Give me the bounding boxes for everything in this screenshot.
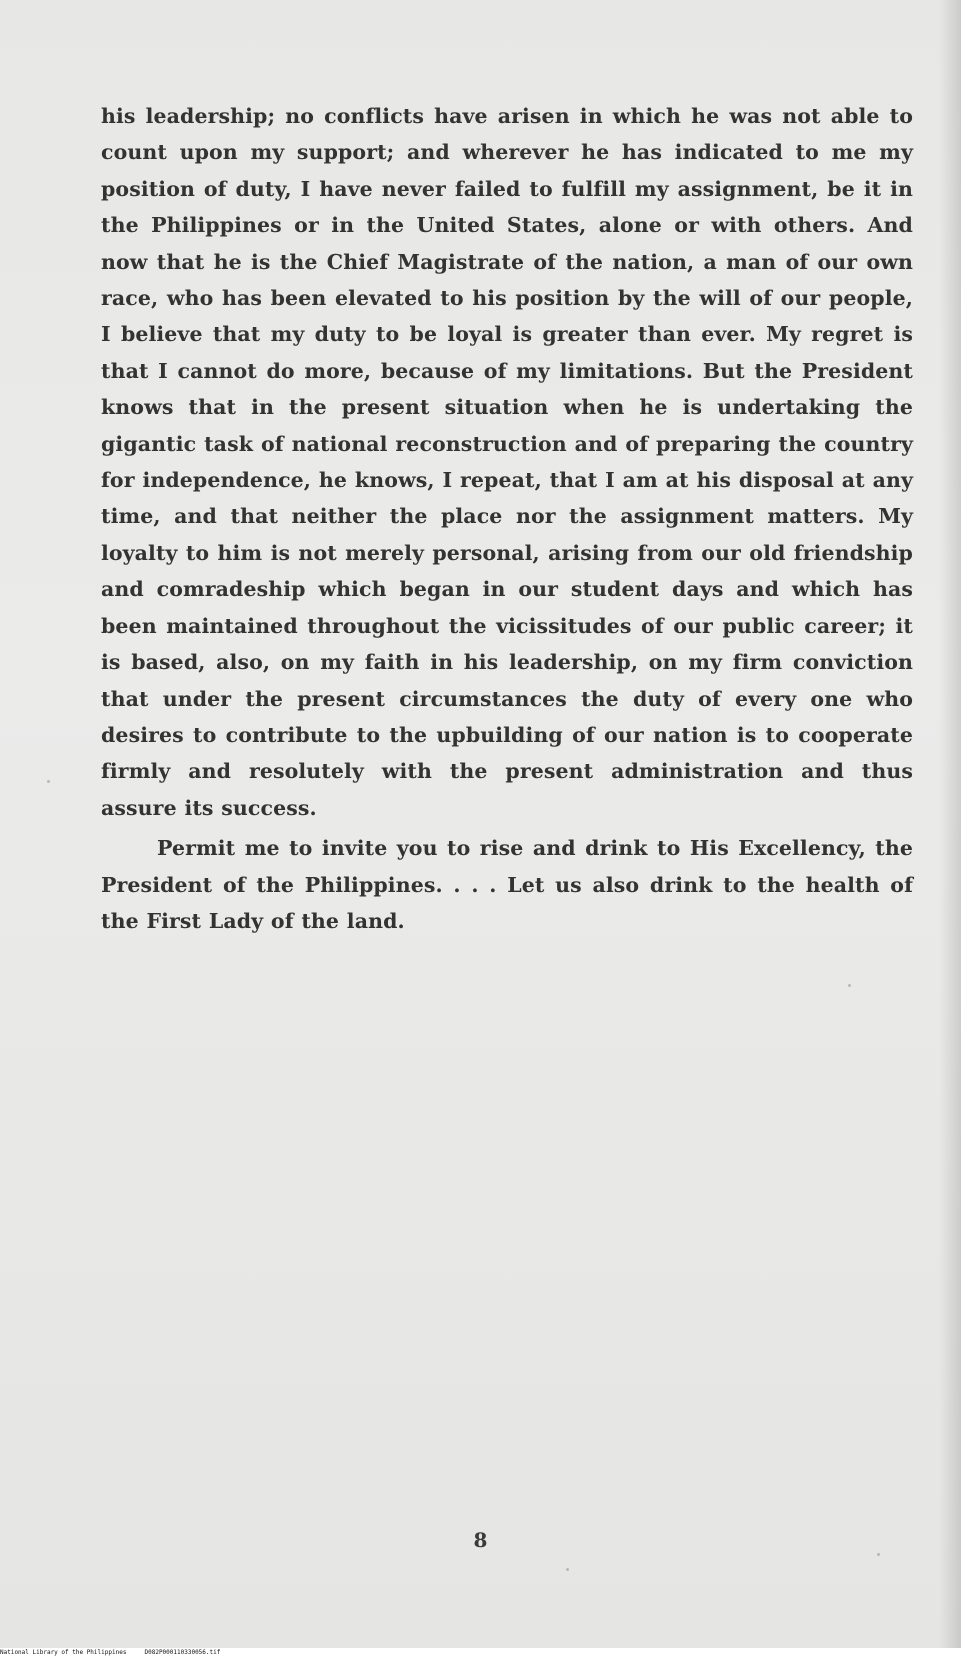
paragraph-toast: Permit me to invite you to rise and drink to His Excellency, the President of the Philippines. . . . Let us also drink to the health of the First Lady of the land. [101, 836, 913, 933]
scan-credit-label: National Library of the Philippines D082P000110330056.tif [0, 1649, 221, 1656]
paper-speck [566, 1568, 569, 1571]
page-number: 8 [473, 1528, 488, 1552]
paper-speck [848, 984, 851, 987]
paper-speck [877, 1553, 880, 1556]
body-text [101, 98, 913, 939]
paragraph-continuation: his leadership; no conflicts have arisen in which he was not able to count upon my support; and wherever he has indicated to me my position of duty, I have never failed to fulfill my assignment, be it in the Philippines or in the United States, alone or with others. And now that he is the Chief Magistrate of the nation, a man of our own race, who has been elevated to his position by the will of our people, I believe that my duty to be loyal is greater than ever. My regret is that I cannot do more, because of my limitations. But the President knows that in the present situation when he is undertaking the gigantic task of national reconstruction and of preparing the country for independence, he knows, I repeat, that I am at his disposal at any time, and that neither the place nor the assignment matters. My loyalty to him is not merely personal, arising from our old friendship and comradeship which began in our student days and which has been maintained throughout the vicissitudes of our public career; it is based, also, on my faith in his leadership, on my firm conviction that under the present circumstances the duty of every one who desires to contribute to the upbuilding of our nation is to cooperate firmly and resolutely with the present administration and thus assure its success. [101, 104, 913, 820]
paper-speck [47, 780, 50, 783]
